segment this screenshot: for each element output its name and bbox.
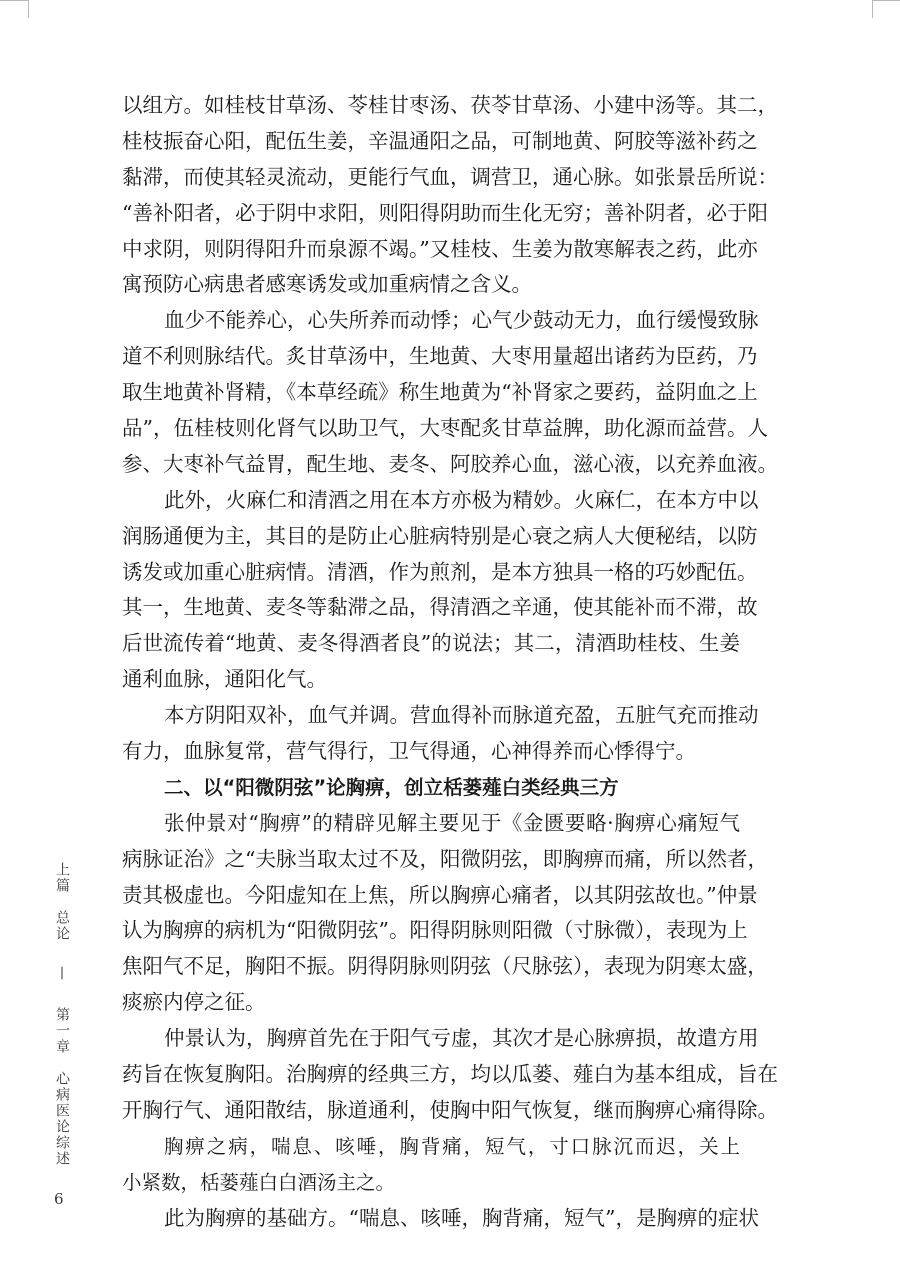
- body-line: 药旨在恢复胸阳。治胸痹的经典三方，均以瓜蒌、薤白为基本组成，旨在: [122, 1062, 778, 1087]
- body-line: 责其极虚也。今阳虚知在上焦，所以胸痹心痛者，以其阴弦故也。”仲景: [122, 882, 758, 907]
- body-line: 本方阴阳双补，血气并调。营血得补而脉道充盈，五脏气充而推动: [164, 703, 759, 728]
- section-heading: 二、以“阳微阴弦”论胸痹，创立栝蒌薤白类经典三方: [164, 775, 619, 799]
- body-line: “善补阳者，必于阴中求阳，则阳得阴助而生化无穷；善补阴者，必于阳: [122, 200, 768, 225]
- crop-mark: [0, 0, 28, 1]
- body-line: 通利血脉，通阳化气。: [122, 667, 327, 692]
- body-line: 道不利则脉结代。炙甘草汤中，生地黄、大枣用量超出诸药为臣药，乃: [122, 344, 758, 369]
- body-line: 仲景认为，胸痹首先在于阳气亏虚，其次才是心脉痹损，故遣方用: [164, 1026, 759, 1051]
- body-line: 寓预防心病患者感寒诱发或加重病情之含义。: [122, 272, 532, 297]
- crop-mark: [872, 0, 900, 1]
- part-title: 上篇 总论: [54, 862, 70, 942]
- classic-quote-line: 小紧数，栝蒌薤白白酒汤主之。: [122, 1170, 396, 1194]
- body-line: 后世流传着“地黄、麦冬得酒者良”的说法；其二，清酒助桂枝、生姜: [122, 631, 740, 656]
- body-line: 以组方。如桂枝甘草汤、苓桂甘枣汤、茯苓甘草汤、小建中汤等。其二，: [122, 93, 778, 117]
- body-line: 焦阳气不足，胸阳不振。阴得阴脉则阴弦（尺脉弦），表现为阴寒太盛，: [122, 954, 768, 979]
- crop-mark: [28, 0, 29, 18]
- page-number: 6: [54, 1190, 64, 1208]
- crop-mark: [872, 0, 873, 18]
- chapter-title: 第一章 心病医论综述: [54, 1006, 70, 1167]
- body-line: 有力，血脉复常，营气得行，卫气得通，心神得养而心悸得宁。: [122, 739, 696, 764]
- body-line: 痰瘀内停之征。: [122, 990, 266, 1015]
- body-line: 诱发或加重心脏病情。清酒，作为煎剂，是本方独具一格的巧妙配伍。: [122, 559, 758, 584]
- body-line: 病脉证治》之“夫脉当取太过不及，阳微阴弦，即胸痹而痛，所以然者，: [122, 846, 768, 871]
- body-line: 品”，伍桂枝则化肾气以助卫气，大枣配炙甘草益脾，助化源而益营。人: [122, 416, 768, 441]
- body-line: 中求阴，则阴得阳升而泉源不竭。”又桂枝、生姜为散寒解表之药，此亦: [122, 236, 758, 261]
- body-line: 其一，生地黄、麦冬等黏滞之品，得清酒之辛通，使其能补而不滞，故: [122, 595, 758, 620]
- body-line: 血少不能养心，心失所养而动悸；心气少鼓动无力，血行缓慢致脉: [164, 308, 759, 333]
- body-line: 此为胸痹的基础方。“喘息、咳唾，胸背痛，短气”，是胸痹的症状: [164, 1205, 759, 1230]
- separator-dash: —: [54, 966, 70, 983]
- body-line: 参、大枣补气益胃，配生地、麦冬、阿胶养心血，滋心液，以充养血液。: [122, 451, 778, 476]
- page-body: [122, 88, 778, 1237]
- body-line: 开胸行气、通阳散结，脉道通利，使胸中阳气恢复，继而胸痹心痛得除。: [122, 1097, 778, 1122]
- body-line: 张仲景对“胸痹”的精辟见解主要见于《金匮要略·胸痹心痛短气: [164, 810, 740, 835]
- body-line: 桂枝振奋心阳，配伍生姜，辛温通阳之品，可制地黄、阿胶等滋补药之: [122, 128, 758, 153]
- body-line: 黏滞，而使其轻灵流动，更能行气血，调营卫，通心脉。如张景岳所说：: [122, 164, 778, 189]
- body-line: 此外，火麻仁和清酒之用在本方亦极为精妙。火麻仁，在本方中以: [164, 487, 759, 512]
- body-line: 润肠通便为主，其目的是防止心脏病特别是心衰之病人大便秘结，以防: [122, 523, 758, 548]
- body-line: 认为胸痹的病机为“阳微阴弦”。阳得阴脉则阳微（寸脉微），表现为上: [122, 918, 748, 943]
- classic-quote-line: 胸痹之病，喘息、咳唾，胸背痛，短气，寸口脉沉而迟，关上: [164, 1134, 740, 1158]
- body-line: 取生地黄补肾精，《本草经疏》称生地黄为“补肾家之要药，益阴血之上: [122, 380, 758, 405]
- running-header-vertical: [52, 862, 72, 1167]
